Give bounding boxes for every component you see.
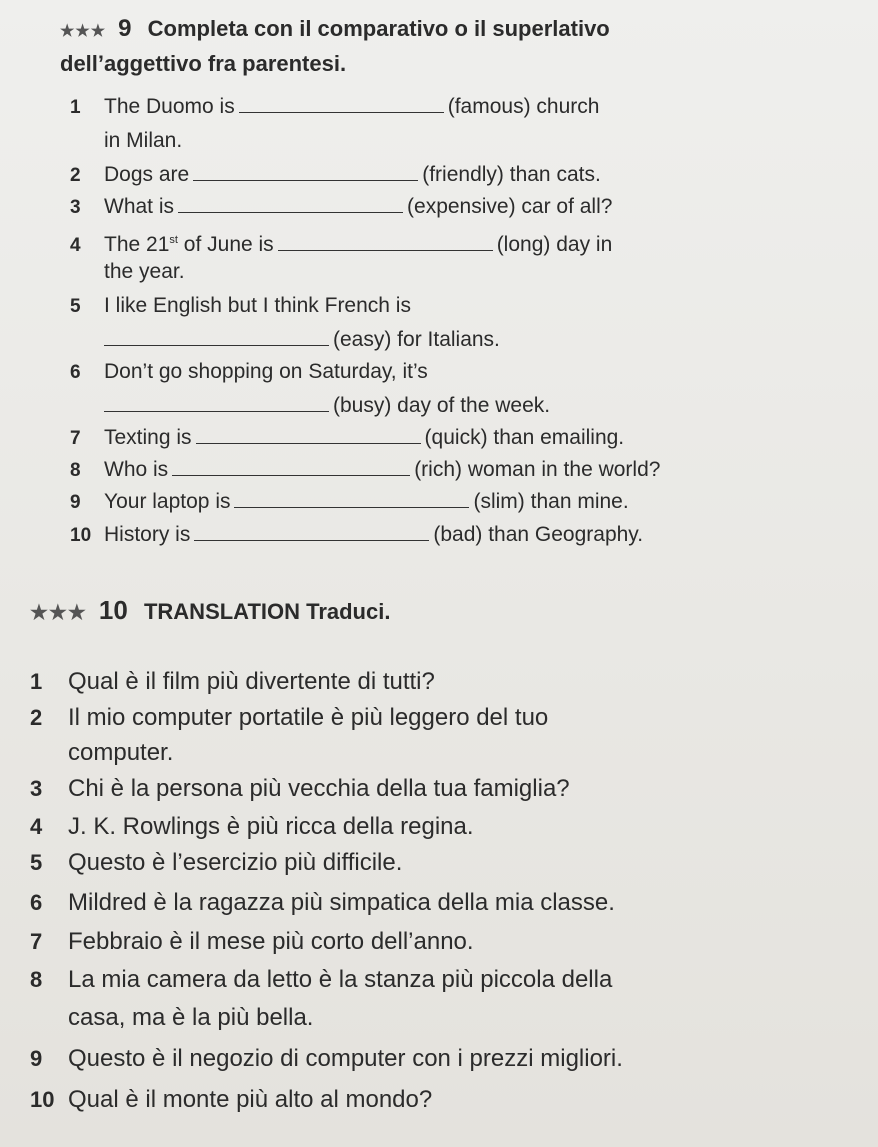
exercise-10-item-6: 6 Mildred è la ragazza più simpatica della mia classe. xyxy=(30,889,615,916)
exercise-10-item-7: 7 Febbraio è il mese più corto dell’anno. xyxy=(30,928,474,955)
answer-blank[interactable] xyxy=(104,325,329,346)
exercise-10-header xyxy=(30,595,390,626)
exercise-number: 9 xyxy=(118,15,132,42)
exercise-10-item-9: 9 Questo è il negozio di computer con i prezzi migliori. xyxy=(30,1045,623,1072)
exercise-9-item-1: 1 The Duomo is (famous) church xyxy=(70,92,599,123)
exercise-10-item-2-cont: computer. xyxy=(68,739,174,766)
exercise-number: 10 xyxy=(98,595,128,625)
answer-blank[interactable] xyxy=(194,520,429,541)
instruction-line-1: Completa con il comparativo o il superlativo xyxy=(147,16,610,41)
exercise-10-item-2: 2 Il mio computer portatile è più leggero del tuo xyxy=(30,704,549,731)
exercise-9-item-6-cont: (busy) day of the week. xyxy=(104,391,550,421)
difficulty-stars: ★★★ xyxy=(30,602,87,624)
answer-blank[interactable] xyxy=(104,391,329,412)
exercise-10-item-10: 10 Qual è il monte più alto al mondo? xyxy=(30,1086,433,1113)
exercise-9-item-3: 3 What is (expensive) car of all? xyxy=(70,192,612,223)
exercise-9-item-5-cont: (easy) for Italians. xyxy=(104,325,500,355)
exercise-9-item-7: 7 Texting is (quick) than emailing. xyxy=(70,423,624,454)
exercise-9-item-4-cont: the year. xyxy=(104,260,185,283)
exercise-10-title: TRANSLATION Traduci. xyxy=(143,599,391,624)
answer-blank[interactable] xyxy=(172,455,410,476)
exercise-9-item-5: 5 I like English but I think French is xyxy=(70,294,411,317)
exercise-10-item-1: 1 Qual è il film più divertente di tutti? xyxy=(30,668,435,695)
answer-blank[interactable] xyxy=(278,230,493,251)
exercise-9-item-4: 4 The 21st of June is (long) day in xyxy=(70,225,612,261)
answer-blank[interactable] xyxy=(178,192,403,213)
answer-blank[interactable] xyxy=(196,423,421,444)
instruction-line-2: dell’aggettivo fra parentesi. xyxy=(60,51,347,76)
exercise-9-item-9: 9 Your laptop is (slim) than mine. xyxy=(70,487,629,518)
exercise-10-item-4: 4 J. K. Rowlings è più ricca della regina. xyxy=(30,813,474,840)
exercise-9-header xyxy=(60,14,860,79)
exercise-9-item-8: 8 Who is (rich) woman in the world? xyxy=(70,455,660,486)
exercise-9-item-2: 2 Dogs are (friendly) than cats. xyxy=(70,160,601,191)
exercise-10-item-8-cont: casa, ma è la più bella. xyxy=(68,1004,314,1031)
difficulty-stars: ★★★ xyxy=(60,23,107,40)
exercise-10-item-5: 5 Questo è l’esercizio più difficile. xyxy=(30,849,403,876)
exercise-9-item-6: 6 Don’t go shopping on Saturday, it’s xyxy=(70,360,428,383)
answer-blank[interactable] xyxy=(239,92,444,113)
exercise-10-item-3: 3 Chi è la persona più vecchia della tua famiglia? xyxy=(30,775,570,802)
exercise-10-item-8: 8 La mia camera da letto è la stanza più piccola della xyxy=(30,966,613,993)
answer-blank[interactable] xyxy=(193,160,418,181)
exercise-9-item-1-cont: in Milan. xyxy=(104,129,183,152)
exercise-9-item-10: 10 History is (bad) than Geography. xyxy=(70,520,643,551)
answer-blank[interactable] xyxy=(234,487,469,508)
